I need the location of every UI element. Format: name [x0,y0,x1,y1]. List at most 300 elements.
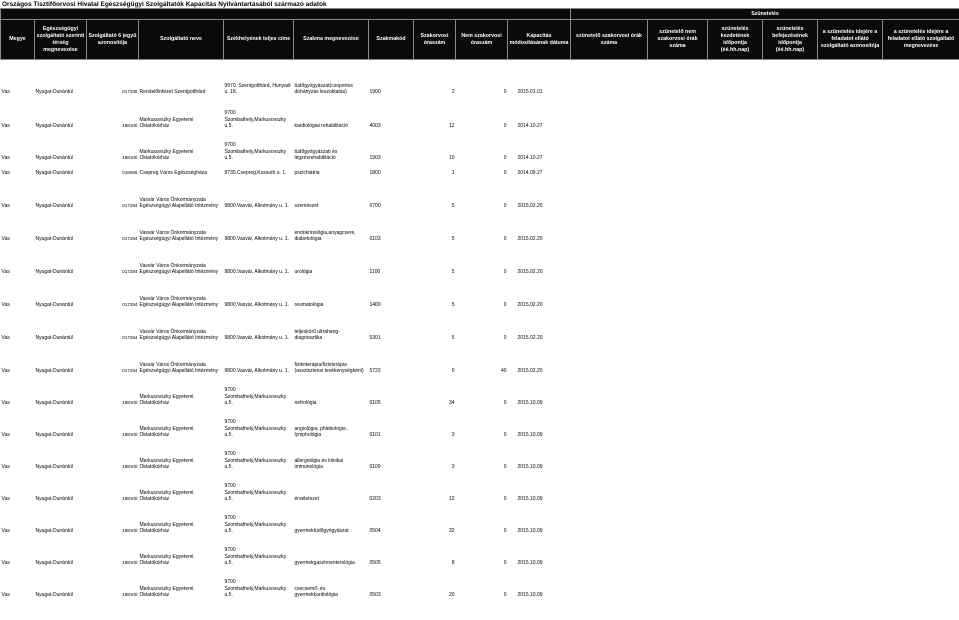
address-cell: 9800.Vasvár, Alkotmány u. 1. [224,302,289,308]
suspension-cell [571,342,648,375]
table-row [1,471,959,503]
table-row [1,439,959,471]
modified-date-cell: 2015.10.09 [517,592,543,598]
table-row [1,342,959,375]
provider-name-cell: Markusovszky Egyetemi Oktatókórház [139,425,194,438]
specialty-code-cell: 1100 [369,269,381,275]
suspension-cell [648,210,708,243]
specialty-code-cell: 1903 [369,155,381,161]
suspension-cell [648,276,708,309]
address-cell: 9700 Szombathely,Markusovszky u.5. [224,483,287,502]
provider-name-cell: Vasvár Város Önkormányzata Egészségügyi Alapellátó Intézmény [139,196,219,209]
suspension-cell [571,309,648,342]
suspension-cell [708,96,763,130]
column-header: Szakorvosi óraszám [414,20,456,60]
suspension-cell [708,471,763,503]
suspension-cell [818,567,883,599]
header-spacer [1,9,571,20]
non-specialist-hours-cell: 0 [503,496,507,502]
suspension-cell [648,177,708,210]
modified-date-cell: 2015.02.20 [517,236,543,242]
non-specialist-hours-cell: 0 [503,592,507,598]
non-specialist-hours-cell: 0 [503,170,507,176]
address-cell: 9700 Szombathely,Markusovszky u.5. [224,142,287,161]
specialty-cell: urológia [294,269,313,275]
column-header-row [1,20,959,60]
modified-date-cell: 2015.02.20 [517,302,543,308]
region-cell: Nyugat-Dunántúl [35,464,74,470]
suspension-cell [818,503,883,535]
suspension-cell [763,177,818,210]
specialty-cell: endokrinológia,anyagcsere, diabetológia [294,229,356,242]
suspension-cell [763,567,818,599]
column-header: szünetelés befejezésének időpontja (éé.hh.nap) [763,20,818,60]
suspension-cell [648,439,708,471]
non-specialist-hours-cell: 0 [503,155,507,161]
specialist-hours-cell: 20 [448,592,455,598]
specialty-code-cell: 0105 [369,400,381,406]
provider-id-cell: 188100 [122,592,138,597]
provider-id-cell: 017284 [122,368,138,373]
suspension-cell [648,567,708,599]
region-cell: Nyugat-Dunántúl [35,560,74,566]
table-row [1,535,959,567]
region-cell: Nyugat-Dunántúl [35,302,74,308]
modified-date-cell: 2015.10.09 [517,400,543,406]
specialty-code-cell: 0203 [369,496,381,502]
address-cell: 9700 Szombathely,Markusovszky u.5. [224,451,287,470]
suspension-cell [648,309,708,342]
address-cell: 9700 Szombathely,Markusovszky u.5. [224,547,287,566]
address-cell: 9800.Vasvár, Alkotmány u. 1. [224,368,289,374]
suspension-cell [763,130,818,162]
specialty-code-cell: 0101 [369,432,381,438]
suspension-cell [708,439,763,471]
specialty-cell: gyermekgasztroenterológia [294,560,355,566]
suspension-cell [763,342,818,375]
suspension-cell [708,162,763,177]
specialist-hours-cell: 34 [448,400,455,406]
suspension-cell [708,375,763,407]
suspension-cell [571,162,648,177]
non-specialist-hours-cell: 0 [503,123,507,129]
modified-date-cell: 2015.02.20 [517,335,543,341]
suspension-cell [818,535,883,567]
address-cell: 9970. Szentgotthárd, Hunyadi u. 18. [224,82,291,95]
provider-name-cell: Markusovszky Egyetemi Oktatókórház [139,116,194,129]
address-cell: 9700 Szombathely,Markusovszky u.5. [224,110,287,129]
column-header: a szünetelés idejére a feladatot ellátó szolgáltató megnevezése [883,20,959,60]
specialist-hours-cell: 12 [448,123,455,129]
suspension-cell [883,130,959,162]
county-cell: Vas [1,155,10,161]
non-specialist-hours-cell: 0 [503,236,507,242]
suspension-cell [763,309,818,342]
suspension-cell [648,130,708,162]
county-cell: Vas [1,592,10,598]
modified-date-cell: 2015.10.09 [517,464,543,470]
county-cell: Vas [1,528,10,534]
non-specialist-hours-cell: 0 [503,560,507,566]
modified-date-cell: 2015.02.20 [517,368,543,374]
suspension-cell [883,407,959,439]
specialty-code-cell: 0700 [369,203,381,209]
county-cell: Vas [1,560,10,566]
region-cell: Nyugat-Dunántúl [35,432,74,438]
suspension-cell [763,60,818,96]
suspension-cell [571,96,648,130]
specialist-hours-cell: 5 [451,269,455,275]
address-cell: 9700 Szombathely,Markusovszky u.5. [224,387,287,406]
non-specialist-hours-cell: 0 [503,400,507,406]
provider-name-cell: Markusovszky Egyetemi Oktatókórház [139,521,194,534]
suspension-cell [818,407,883,439]
suspension-cell [708,342,763,375]
suspension-cell [708,60,763,96]
county-cell: Vas [1,123,10,129]
suspension-cell [648,162,708,177]
suspension-cell [648,60,708,96]
suspension-cell [883,503,959,535]
specialty-code-cell: 5722 [369,368,381,374]
specialty-cell: érsebészet [294,496,319,502]
suspension-cell [571,130,648,162]
provider-id-cell: 188100 [122,432,138,437]
column-header: Kapacitás módosításának dátuma [508,20,571,60]
suspension-cell [571,243,648,276]
column-header: Szolgáltató neve [139,20,224,60]
county-cell: Vas [1,236,10,242]
region-cell: Nyugat-Dunántúl [35,89,74,95]
suspension-cell [818,177,883,210]
suspension-cell [648,243,708,276]
modified-date-cell: 2014.10.27 [517,155,543,161]
suspension-cell [708,130,763,162]
suspension-cell [883,309,959,342]
suspension-cell [571,535,648,567]
suspension-cell [818,276,883,309]
capacity-table [0,8,959,599]
table-row [1,162,959,177]
specialty-code-cell: 0109 [369,464,381,470]
provider-id-cell: 188100 [122,123,138,128]
suspension-cell [883,177,959,210]
county-cell: Vas [1,89,10,95]
specialty-code-cell: 5301 [369,335,381,341]
provider-name-cell: Markusovszky Egyetemi Oktatókórház [139,489,194,502]
modified-date-cell: 2015.10.09 [517,496,543,502]
provider-name-cell: Vasvár Város Önkormányzata Egészségügyi Alapellátó Intézmény [139,328,219,341]
non-specialist-hours-cell: 0 [503,335,507,341]
provider-name-cell: Markusovszky Egyetemi Oktatókórház [139,585,194,598]
suspension-cell [818,342,883,375]
non-specialist-hours-cell: 0 [503,89,507,95]
suspension-cell [571,276,648,309]
suspension-cell [648,342,708,375]
non-specialist-hours-cell: 0 [503,528,507,534]
specialist-hours-cell: 32 [448,528,455,534]
county-cell: Vas [1,302,10,308]
modified-date-cell: 2015.10.09 [517,560,543,566]
address-cell: 9800.Vasvár, Alkotmány u. 1. [224,335,289,341]
suspension-cell [571,471,648,503]
suspension-cell [883,243,959,276]
suspension-cell [571,439,648,471]
county-cell: Vas [1,464,10,470]
region-cell: Nyugat-Dunántúl [35,400,74,406]
suspension-cell [648,471,708,503]
modified-date-cell: 2015.10.09 [517,432,543,438]
provider-id-cell: 188100 [122,560,138,565]
suspension-cell [571,210,648,243]
suspension-cell [763,375,818,407]
suspension-cell [883,96,959,130]
county-cell: Vas [1,170,10,176]
specialist-hours-cell: 3 [451,464,455,470]
suspension-cell [708,535,763,567]
suspension-cell [763,162,818,177]
suspension-cell [708,243,763,276]
suspension-cell [571,60,648,96]
region-cell: Nyugat-Dunántúl [35,155,74,161]
region-cell: Nyugat-Dunántúl [35,236,74,242]
suspension-cell [763,471,818,503]
table-row [1,177,959,210]
non-specialist-hours-cell: 0 [503,464,507,470]
suspension-cell [818,130,883,162]
suspension-cell [883,210,959,243]
specialty-cell: tüdőgyógyászat(csoportos dohányzás leszoktatás) [294,82,353,95]
suspension-cell [818,243,883,276]
specialty-cell: pszichiátria [294,170,320,176]
county-cell: Vas [1,203,10,209]
table-row [1,276,959,309]
suspension-cell [763,407,818,439]
table-row [1,503,959,535]
provider-id-cell: 188100 [122,528,138,533]
column-header: Egészségügyi szolgáltató szerinti térség megnevezése [35,20,87,60]
modified-date-cell: 2015.02.20 [517,203,543,209]
provider-name-cell: Vasvár Város Önkormányzata Egészségügyi Alapellátó Intézmény [139,262,219,275]
suspension-cell [818,471,883,503]
modified-date-cell: 2015.02.20 [517,269,543,275]
suspension-cell [708,503,763,535]
county-cell: Vas [1,496,10,502]
suspension-cell [571,407,648,439]
table-row [1,567,959,599]
address-cell: 9800.Vasvár, Alkotmány u. 1. [224,203,289,209]
provider-name-cell: Markusovszky Egyetemi Oktatókórház [139,457,194,470]
suspension-cell [571,375,648,407]
specialty-code-cell: 0503 [369,592,381,598]
suspension-cell [883,162,959,177]
suspension-cell [818,162,883,177]
column-header: Szolgáltató 6 jegyű azonosítója [87,20,139,60]
suspension-cell [818,60,883,96]
non-specialist-hours-cell: 40 [500,368,507,374]
suspension-cell [648,96,708,130]
table-row [1,309,959,342]
suspension-cell [763,243,818,276]
specialist-hours-cell: 5 [451,203,455,209]
table-row [1,375,959,407]
suspension-group-header: Szünetelés [571,9,959,20]
suspension-cell [708,309,763,342]
provider-name-cell: Markusovszky Egyetemi Oktatókórház [139,393,194,406]
suspension-cell [708,276,763,309]
specialty-cell: gyermektüdőgyógyászat [294,528,349,534]
address-cell: 9735.Csepreg,Kossuth u. 1. [224,170,287,176]
specialty-code-cell: 4003 [369,123,381,129]
provider-id-cell: 017284 [122,302,138,307]
specialist-hours-cell: 1 [451,170,455,176]
non-specialist-hours-cell: 0 [503,203,507,209]
suspension-cell [883,342,959,375]
suspension-cell [763,276,818,309]
specialty-code-cell: 1900 [369,89,381,95]
specialty-cell: tüdőgyógyászati és légzésrehabilitáció [294,148,338,161]
region-cell: Nyugat-Dunántúl [35,496,74,502]
suspension-cell [818,309,883,342]
provider-id-cell: 017284 [122,335,138,340]
suspension-cell [818,439,883,471]
column-header: szünetelő szakorvosi órák száma [571,20,648,60]
non-specialist-hours-cell: 0 [503,432,507,438]
provider-name-cell: Vasvár Város Önkormányzata Egészségügyi Alapellátó Intézmény [139,295,219,308]
provider-id-cell: 188100 [122,464,138,469]
suspension-cell [818,96,883,130]
document-title: Országos Tisztifőorvosi Hivatal Egészségügyi Szolgáltatók Kapacitás Nyilvántartásából származó adatok [2,1,327,8]
provider-name-cell: Vasvár Város Önkormányzata Egészségügyi Alapellátó Intézmény [139,229,219,242]
address-cell: 9700 Szombathely,Markusovszky u.5. [224,515,287,534]
provider-name-cell: Rendelőintézet Szentgotthárd [139,89,206,95]
table-row [1,96,959,130]
specialty-cell: szemészet [294,203,319,209]
county-cell: Vas [1,335,10,341]
specialty-cell: csecsemő- és gyermekkardiológia [294,585,338,598]
region-cell: Nyugat-Dunántúl [35,123,74,129]
specialty-code-cell: 0504 [369,528,381,534]
region-cell: Nyugat-Dunántúl [35,592,74,598]
suspension-cell [708,567,763,599]
provider-id-cell: 017338 [122,89,138,94]
specialty-cell: teljeskörű ultrahang-diagnosztika [294,328,340,341]
provider-id-cell: 017284 [122,203,138,208]
region-cell: Nyugat-Dunántúl [35,368,74,374]
provider-id-cell: 188100 [122,155,138,160]
suspension-cell [883,535,959,567]
specialty-code-cell: 1400 [369,302,381,308]
non-specialist-hours-cell: 0 [503,269,507,275]
suspension-cell [571,567,648,599]
provider-name-cell: Markusovszky Egyetemi Oktatókórház [139,553,194,566]
suspension-cell [708,407,763,439]
region-cell: Nyugat-Dunántúl [35,170,74,176]
region-cell: Nyugat-Dunántúl [35,203,74,209]
column-header: Szakmakód [369,20,414,60]
table-row [1,60,959,96]
suspension-cell [883,567,959,599]
region-cell: Nyugat-Dunántúl [35,528,74,534]
specialty-cell: nefrológia [294,400,317,406]
suspension-cell [648,375,708,407]
specialty-cell: reumatológia [294,302,324,308]
suspension-cell [763,503,818,535]
address-cell: 9800.Vasvár, Alkotmány u. 1. [224,269,289,275]
suspension-cell [763,210,818,243]
suspension-cell [818,375,883,407]
suspension-cell [763,96,818,130]
specialist-hours-cell: 5 [451,335,455,341]
provider-id-cell: 017284 [122,269,138,274]
address-cell: 9700 Szombathely,Markusovszky u.5. [224,419,287,438]
specialist-hours-cell: 12 [448,496,455,502]
specialty-code-cell: 0103 [369,236,381,242]
specialist-hours-cell: 5 [451,302,455,308]
table-row [1,407,959,439]
provider-id-cell: 017284 [122,236,138,241]
suspension-cell [571,503,648,535]
suspension-cell [883,471,959,503]
specialty-code-cell: 1800 [369,170,381,176]
specialist-hours-cell: 10 [448,155,455,161]
provider-id-cell: 188100 [122,400,138,405]
county-cell: Vas [1,368,10,374]
column-header: Székhelyének teljes címe [224,20,294,60]
suspension-cell [883,276,959,309]
specialist-hours-cell: 8 [451,560,455,566]
specialty-code-cell: 0505 [369,560,381,566]
table-row [1,243,959,276]
specialist-hours-cell: 0 [451,368,455,374]
address-cell: 9800.Vasvár, Alkotmány u. 1. [224,236,289,242]
table-row [1,130,959,162]
county-cell: Vas [1,400,10,406]
modified-date-cell: 2014.10.27 [517,123,543,129]
column-header: Szakma megnevezése [294,20,369,60]
region-cell: Nyugat-Dunántúl [35,335,74,341]
column-header: Megye [1,20,35,60]
suspension-cell [763,439,818,471]
provider-name-cell: Csepreg Város Egészségháza [139,170,208,176]
table-row [1,210,959,243]
specialist-hours-cell: 2 [451,89,455,95]
column-header: a szünetelés idejére a feladatot ellátó szolgáltató azonosítója [818,20,883,60]
modified-date-cell: 2015.01.01 [517,89,543,95]
suspension-cell [571,177,648,210]
suspension-cell [818,210,883,243]
column-header: Nem szakorvosi óraszám [456,20,508,60]
suspension-cell [648,503,708,535]
suspension-cell [708,210,763,243]
provider-id-cell: 188100 [122,496,138,501]
provider-id-cell: 016586 [122,170,138,175]
provider-name-cell: Vasvár Város Önkormányzata Egészségügyi Alapellátó Intézmény [139,361,219,374]
specialty-cell: kardiológiai rehabilitáció [294,123,348,129]
suspension-cell [648,407,708,439]
suspension-cell [883,60,959,96]
suspension-cell [883,439,959,471]
specialty-cell: fizikoterápia/fizioterápia (asszisztensi tevékenységként) [294,361,364,374]
suspension-cell [883,375,959,407]
suspension-cell [708,177,763,210]
modified-date-cell: 2014.09.27 [517,170,543,176]
county-cell: Vas [1,432,10,438]
non-specialist-hours-cell: 0 [503,302,507,308]
specialist-hours-cell: 5 [451,236,455,242]
region-cell: Nyugat-Dunántúl [35,269,74,275]
provider-name-cell: Markusovszky Egyetemi Oktatókórház [139,148,194,161]
